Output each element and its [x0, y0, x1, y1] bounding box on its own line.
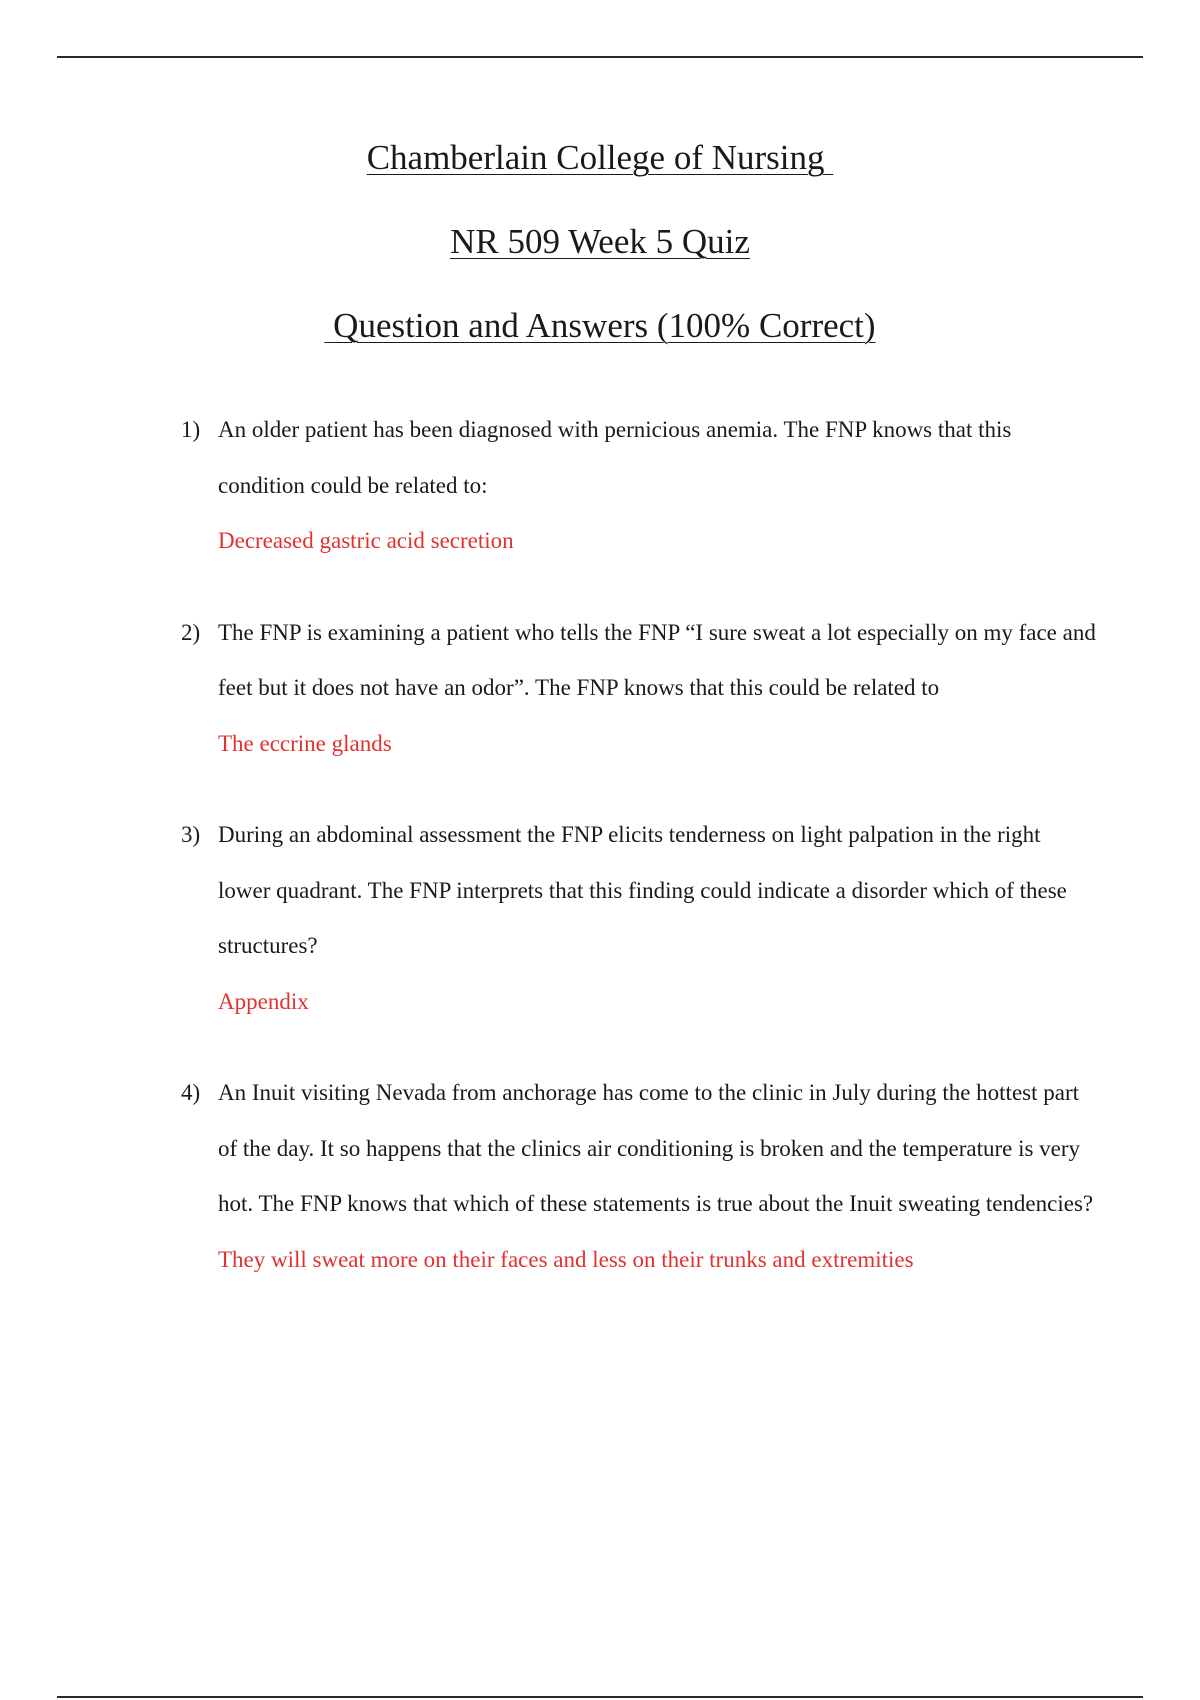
- question-item: [181, 605, 1098, 772]
- question-number: 4): [181, 1080, 201, 1105]
- question-item: [181, 402, 1098, 569]
- question-text: The FNP is examining a patient who tells the FNP “I sure sweat a lot especially on my face and feet but it does not have an odor”. The FNP knows that this could be related to: [218, 619, 1096, 700]
- question-item: [181, 1065, 1098, 1287]
- institution-title: Chamberlain College of Nursing: [366, 138, 834, 177]
- question-text: During an abdominal assessment the FNP elicits tenderness on light palpation in the right lower quadrant. The FNP interprets that this finding could indicate a disorder which of these structures?: [218, 822, 1067, 958]
- question-answer: Decreased gastric acid secretion: [218, 528, 514, 553]
- question-answer: They will sweat more on their faces and less on their trunks and extremities: [218, 1246, 914, 1272]
- question-item: [181, 807, 1098, 1029]
- question-answer: Appendix: [218, 988, 309, 1014]
- top-rule: [57, 56, 1143, 58]
- question-answer: The eccrine glands: [218, 730, 392, 756]
- quiz-subtitle: Question and Answers (100% Correct): [324, 306, 876, 345]
- document-header: [0, 140, 1200, 343]
- question-list: [0, 411, 1200, 1332]
- question-number: 2): [181, 619, 201, 645]
- bottom-rule: [57, 1696, 1143, 1698]
- question-number: 3): [181, 822, 201, 847]
- question-text: An older patient has been diagnosed with pernicious anemia. The FNP knows that this condition could be related to:: [218, 417, 1012, 498]
- course-title: NR 509 Week 5 Quiz: [450, 222, 750, 261]
- question-text: An Inuit visiting Nevada from anchorage has come to the clinic in July during the hottest part of the day. It so happens that the clinics air conditioning is broken and the temperature is very hot. The FNP knows that which of these statements is true about the Inuit sweating tendencies?: [218, 1080, 1094, 1216]
- question-number: 1): [181, 417, 201, 442]
